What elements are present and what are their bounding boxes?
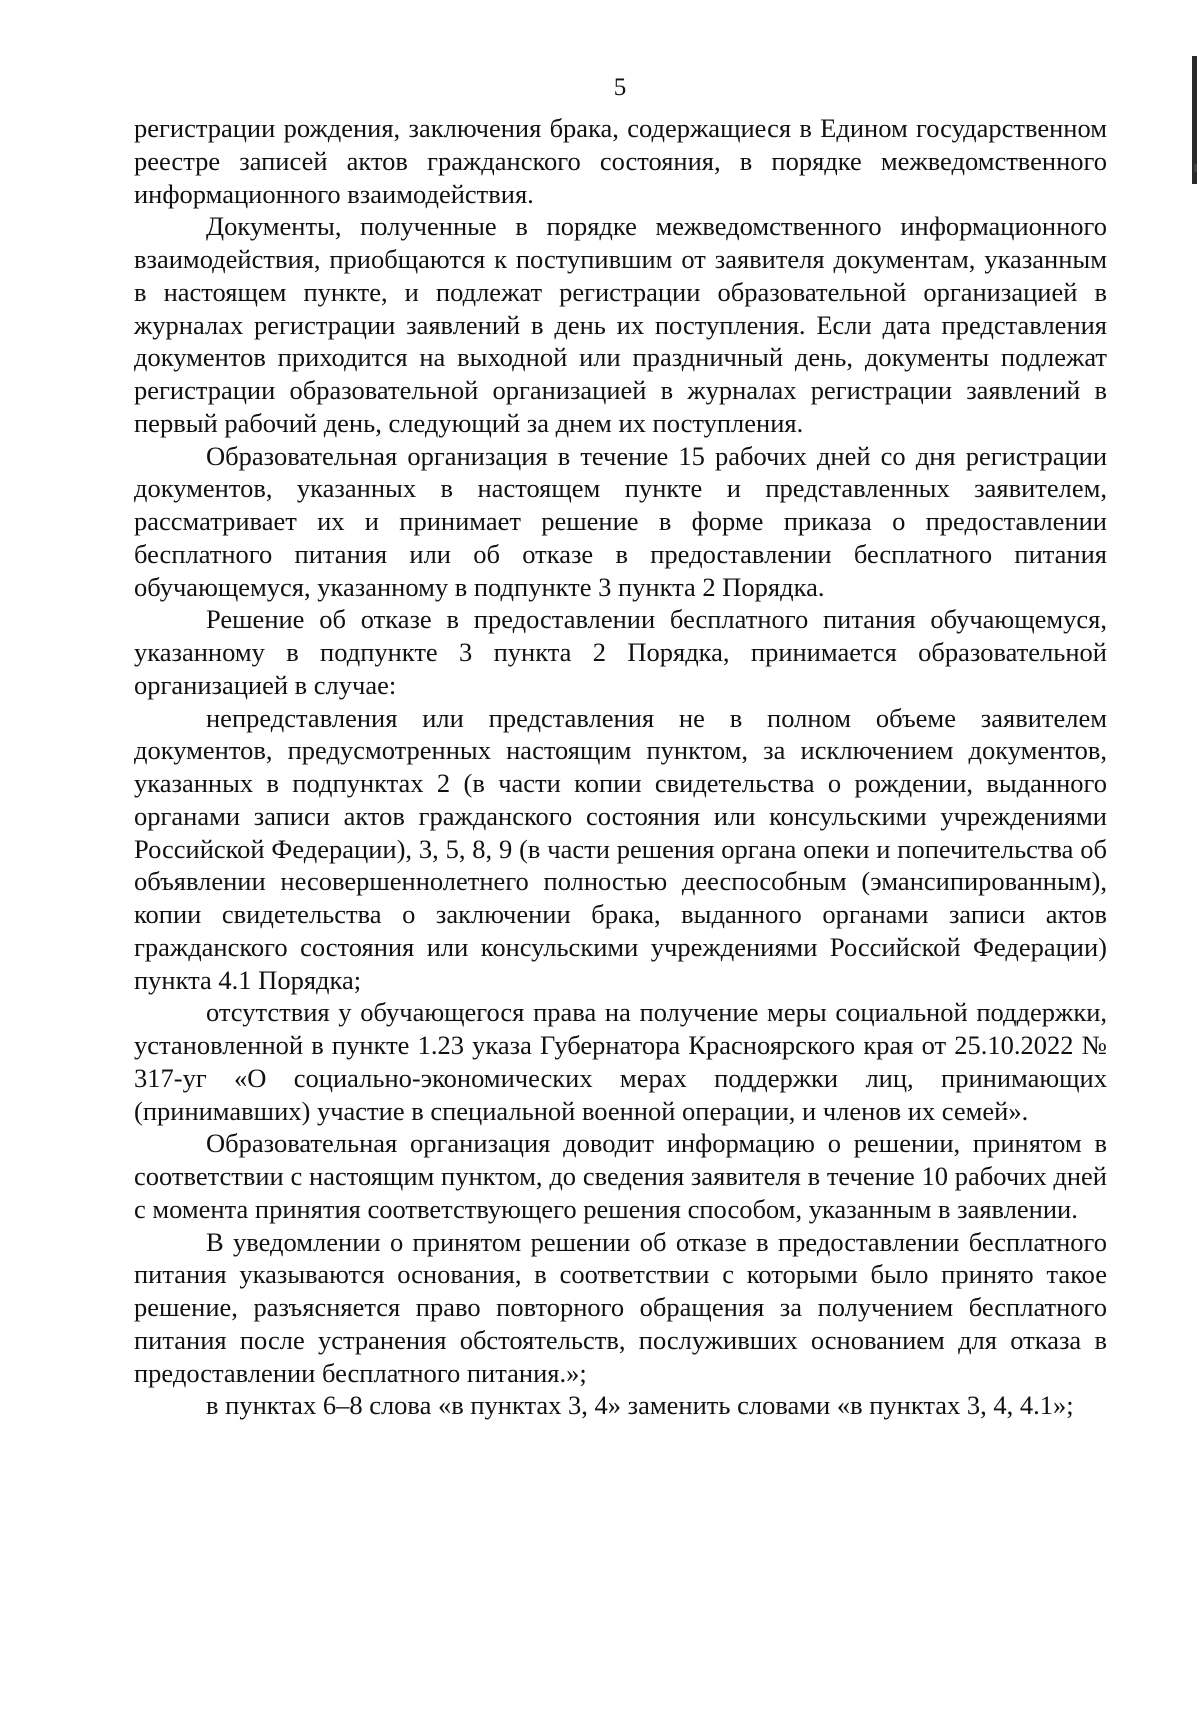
scan-edge-tick [1194,164,1197,172]
paragraph-continuation: регистрации рождения, заключения брака, содержащиеся в Едином государственном реестре записей актов гражданского состояния, в порядке межведомственного информационного взаимодействия. [134,113,1107,209]
paragraph-interagency-documents: Документы, полученные в порядке межведомственного информационного взаимодействия, приобщаются к поступившим от заявителя документам, указанным в настоящем пункте, и подлежат регистрации образовательной организацией в журналах регистрации заявлений в день их поступления. Если дата представления документов приходится на выходной или праздничный день, документы подлежат регистрации образовательной организацией в журналах регистрации заявлений в первый рабочий день, следующий за днем их поступления. [134,211,1107,438]
paragraph-notification-period: Образовательная организация доводит информацию о решении, принятом в соответствии с настоящим пунктом, до сведения заявителя в течение 10 рабочих дней с момента принятия соответствующего решения способом, указанным в заявлении. [134,1128,1107,1224]
paragraph-amendment: в пунктах 6–8 слова «в пунктах 3, 4» заменить словами «в пунктах 3, 4, 4.1»; [206,1390,1074,1421]
paragraph-ground-missing-documents: непредставления или представления не в полном объеме заявителем документов, предусмотренных настоящим пунктом, за исключением документов, указанных в подпунктах 2 (в части копии свидетельства о рождении, выданного органами записи актов гражданского состояния или консульскими учреждениями Российской Федерации), 3, 5, 8, 9 (в части решения органа опеки и попечительства об объявлении несовершеннолетнего полностью дееспособным (эмансипированным), копии свидетельства о заключении брака, выданного органами записи актов гражданского состояния или консульскими учреждениями Российской Федерации) пункта 4.1 Порядка; [134,702,1107,995]
paragraph-refusal-grounds: Решение об отказе в предоставлении бесплатного питания обучающемуся, указанному в подпункте 3 пункта 2 Порядка, принимается образовательной организацией в случае: [134,604,1107,700]
page-number: 5 [613,74,627,101]
paragraph-ground-no-right: отсутствия у обучающегося права на получение меры социальной поддержки, установленной в пункте 1.23 указа Губернатора Красноярского края от 25.10.2022 № 317-уг «О социально-экономических мерах поддержки лиц, принимающих (принимавших) участие в специальной военной операции, и членов их семей». [134,997,1107,1126]
paragraph-notification-content: В уведомлении о принятом решении об отказе в предоставлении бесплатного питания указываются основания, в соответствии с которыми было принято такое решение, разъясняется право повторного обращения за получением бесплатного питания после устранения обстоятельств, послуживших основанием для отказа в предоставлении бесплатного питания.»; [134,1226,1107,1388]
paragraph-decision-period: Образовательная организация в течение 15 рабочих дней со дня регистрации документов, указанных в настоящем пункте и представленных заявителем, рассматривает их и принимает решение в форме приказа о предоставлении бесплатного питания или об отказе в предоставлении бесплатного питания обучающемуся, указанному в подпункте 3 пункта 2 Порядка. [134,440,1107,602]
document-body [134,112,1107,1422]
